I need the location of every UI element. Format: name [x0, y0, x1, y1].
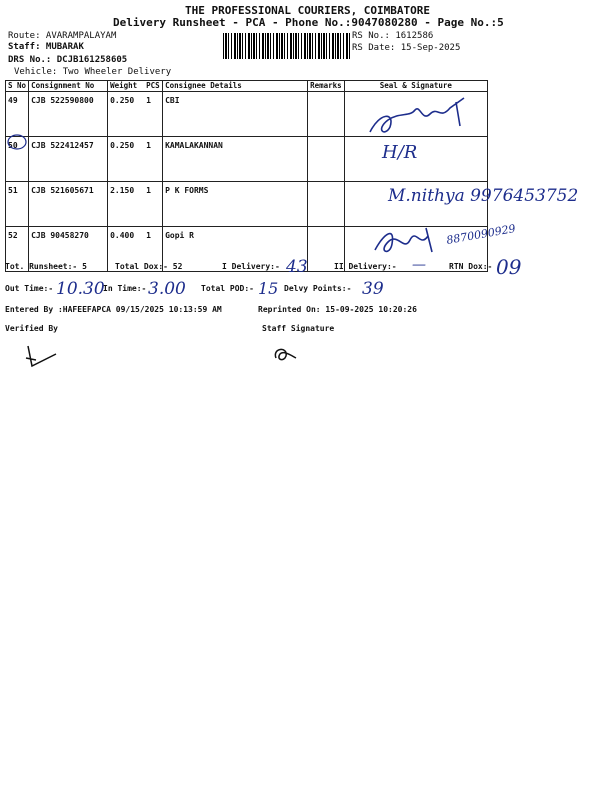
row-weight: 0.400	[108, 227, 145, 272]
delvy-points-label: Delvy Points:-	[284, 284, 352, 293]
row-pcs: 1	[144, 182, 163, 227]
signature-row50: H/R	[382, 142, 418, 163]
table-header-row	[6, 81, 488, 92]
col-remarks: Remarks	[308, 81, 345, 92]
circle-mark	[6, 133, 28, 151]
rtn-dox-value: 09	[496, 255, 522, 279]
vehicle-label: Vehicle: Two Wheeler Delivery	[14, 67, 172, 77]
rs-date: RS Date: 15-Sep-2025	[352, 43, 461, 53]
total-dox: Total Dox:- 52	[115, 262, 183, 271]
in-time-label: In Time:-	[103, 284, 147, 293]
runsheet-subtitle: Delivery Runsheet - PCA - Phone No.:9047080280 - Page No.:5	[113, 16, 504, 29]
row-sno: 51	[6, 182, 29, 227]
company-title: THE PROFESSIONAL COURIERS, COIMBATORE	[185, 4, 431, 17]
col-consignee: Consignee Details	[163, 81, 308, 92]
reprinted-on: Reprinted On: 15-09-2025 10:20:26	[258, 305, 417, 314]
row-remarks	[308, 182, 345, 227]
staff-label: Staff: MUBARAK	[8, 42, 84, 52]
ii-delivery-label: II Delivery:-	[334, 262, 397, 271]
total-pod-value: 15	[258, 279, 279, 298]
i-delivery-label: I Delivery:-	[222, 262, 280, 271]
staff-signature-label: Staff Signature	[262, 324, 335, 333]
col-weight: Weight	[108, 81, 145, 92]
row-consignment: CJB 522412457	[29, 137, 108, 182]
row-consignment: CJB 90458270	[29, 227, 108, 272]
row-sno: 52	[6, 227, 29, 272]
row-pcs: 1	[144, 227, 163, 272]
entered-by: Entered By :HAFEEFAPCA 09/15/2025 10:13:59 AM	[5, 305, 222, 314]
row-consignee: P K FORMS	[163, 182, 308, 227]
col-sno: S No	[6, 81, 29, 92]
row-remarks	[308, 92, 345, 137]
row-consignee: KAMALAKANNAN	[163, 137, 308, 182]
row-consignee: CBI	[163, 92, 308, 137]
total-runsheet: Tot. Runsheet:- 5	[5, 262, 87, 271]
rs-number: RS No.: 1612586	[352, 31, 434, 41]
drs-number: DRS No.: DCJB161258605	[8, 55, 128, 65]
rtn-dox-label: RTN Dox:-	[449, 262, 493, 271]
out-time-value: 10.30	[56, 279, 105, 299]
total-pod-label: Total POD:-	[201, 284, 254, 293]
delvy-points-value: 39	[362, 279, 384, 299]
row-consignment: CJB 521605671	[29, 182, 108, 227]
row-weight: 2.150	[108, 182, 145, 227]
ii-delivery-value: —	[412, 257, 426, 273]
row-sno: 49	[6, 92, 29, 137]
col-pcs: PCS	[144, 81, 163, 92]
verified-by-label: Verified By	[5, 324, 58, 333]
signature-row51: M.nithya 9976453752	[388, 186, 579, 206]
row-consignee: Gopi R	[163, 227, 308, 272]
row-remarks	[308, 137, 345, 182]
row-weight: 0.250	[108, 92, 145, 137]
in-time-value: 3.00	[148, 279, 186, 299]
signature-scribble-row49	[360, 92, 480, 142]
row-weight: 0.250	[108, 137, 145, 182]
route-label: Route: AVARAMPALAYAM	[8, 31, 117, 41]
i-delivery-value: 43	[286, 257, 308, 277]
verifier-signature	[22, 344, 62, 370]
col-signature: Seal & Signature	[344, 81, 487, 92]
barcode-graphic	[223, 33, 350, 59]
row-consignment: CJB 522590800	[29, 92, 108, 137]
signature-scribble-row52	[370, 222, 440, 258]
row-sno: 50	[6, 137, 29, 182]
col-consignment: Consignment No	[29, 81, 108, 92]
phone-row52: 8870090929	[445, 222, 517, 247]
row-pcs: 1	[144, 137, 163, 182]
row-pcs: 1	[144, 92, 163, 137]
out-time-label: Out Time:-	[5, 284, 54, 293]
staff-signature-mark	[268, 342, 300, 366]
